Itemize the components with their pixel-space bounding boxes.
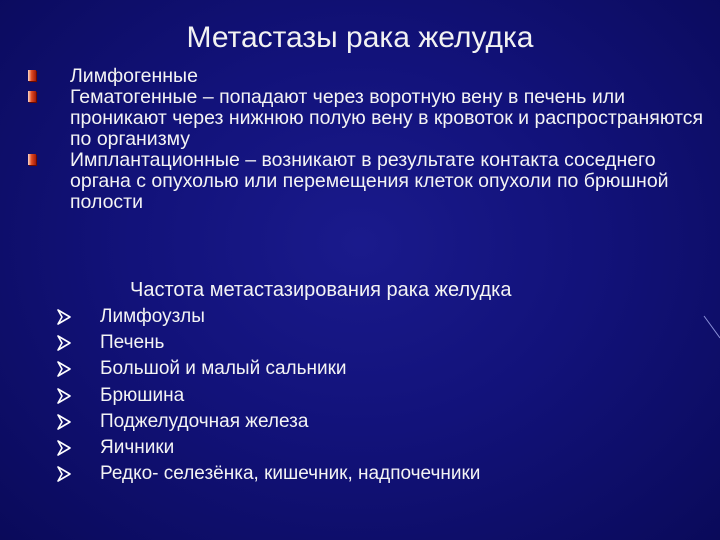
list-item-text: Брюшина xyxy=(100,384,185,406)
arrowhead-bullet-icon xyxy=(56,309,72,325)
list-item-text: Яичники xyxy=(100,437,175,459)
list-item xyxy=(56,356,696,382)
slide-title: Метастазы рака желудка xyxy=(186,21,534,54)
list-item-text: Лимфогенные xyxy=(70,65,198,87)
arrowhead-bullet-icon xyxy=(56,414,72,430)
list-item-text: Поджелудочная железа xyxy=(100,410,309,432)
list-item-text: Гематогенные – попадают через воротную вену в печень или проникают через нижнюю полую вену в кровоток и распространяются по организму xyxy=(70,86,704,150)
list-item-text: Печень xyxy=(100,332,165,354)
arrowhead-bullet-icon xyxy=(56,361,72,377)
list-item-text: Большой и малый сальники xyxy=(100,358,347,380)
arrowhead-bullet-icon xyxy=(56,440,72,456)
square-bullet-icon xyxy=(28,91,36,102)
list-item xyxy=(28,150,708,213)
frequency-title: Частота метастазирования рака желудка xyxy=(130,279,512,301)
list-item xyxy=(56,409,696,435)
list-item xyxy=(56,330,696,356)
list-item xyxy=(56,461,696,487)
list-item xyxy=(56,304,696,330)
list-item-text: Редко- селезёнка, кишечник, надпочечники xyxy=(100,463,481,485)
decorative-line xyxy=(700,312,720,352)
metastasis-types-list xyxy=(28,66,708,213)
arrowhead-bullet-icon xyxy=(56,466,72,482)
list-item xyxy=(56,383,696,409)
list-item xyxy=(56,435,696,461)
list-item xyxy=(28,87,708,150)
list-item-text: Имплантационные – возникают в результате контакта соседнего органа с опухолью или перемещения клеток опухоли по брюшной полости xyxy=(70,149,669,213)
frequency-list xyxy=(56,304,696,487)
square-bullet-icon xyxy=(28,70,36,81)
list-item xyxy=(28,66,708,87)
arrowhead-bullet-icon xyxy=(56,335,72,351)
square-bullet-icon xyxy=(28,154,36,165)
list-item-text: Лимфоузлы xyxy=(100,306,205,327)
arrowhead-bullet-icon xyxy=(56,388,72,404)
